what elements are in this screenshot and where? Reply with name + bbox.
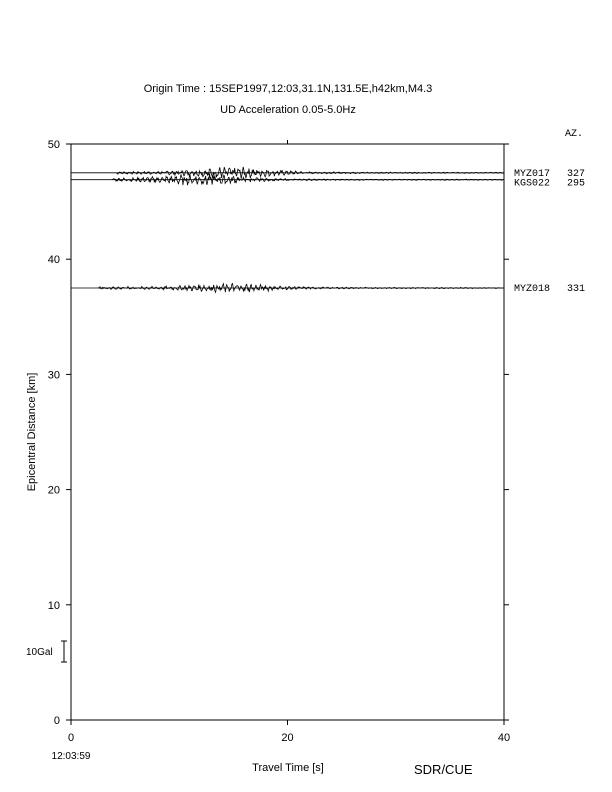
x-axis-label: Travel Time [s] (252, 762, 324, 774)
station-azimuth: 327 (566, 168, 585, 180)
x-tick-label: 40 (497, 732, 511, 744)
station-azimuth: 331 (566, 284, 585, 295)
scale-label: 10Gal (26, 647, 53, 658)
y-tick-label: 20 (47, 484, 60, 497)
station-azimuth: 295 (566, 178, 585, 190)
y-tick-label: 0 (53, 715, 60, 727)
chart-subtitle: UD Acceleration 0.05-5.0Hz (220, 104, 356, 116)
azimuth-header: AZ. (564, 129, 583, 140)
waveform-myz017 (116, 167, 503, 179)
plot-frame (71, 144, 504, 720)
station-label: MYZ017 (514, 168, 551, 180)
y-tick-label: 40 (47, 254, 60, 267)
start-time: 12:03:59 (51, 751, 91, 762)
station-label: MYZ018 (514, 284, 551, 295)
x-tick-label: 20 (281, 732, 294, 744)
station-label: KGS022 (514, 178, 551, 190)
credit-label: SDR/CUE (414, 762, 473, 777)
chart-title: Origin Time : 15SEP1997,12:03,31.1N,131.5E,h42km,M4.3 (143, 83, 433, 95)
y-axis-label: Epicentral Distance [km] (26, 372, 38, 492)
y-tick-label: 50 (47, 139, 60, 151)
y-tick-label: 10 (47, 599, 60, 612)
y-tick-label: 30 (47, 369, 60, 382)
waveforms (71, 167, 585, 295)
x-tick-label: 0 (67, 732, 75, 744)
axis-ticks (48, 139, 510, 744)
